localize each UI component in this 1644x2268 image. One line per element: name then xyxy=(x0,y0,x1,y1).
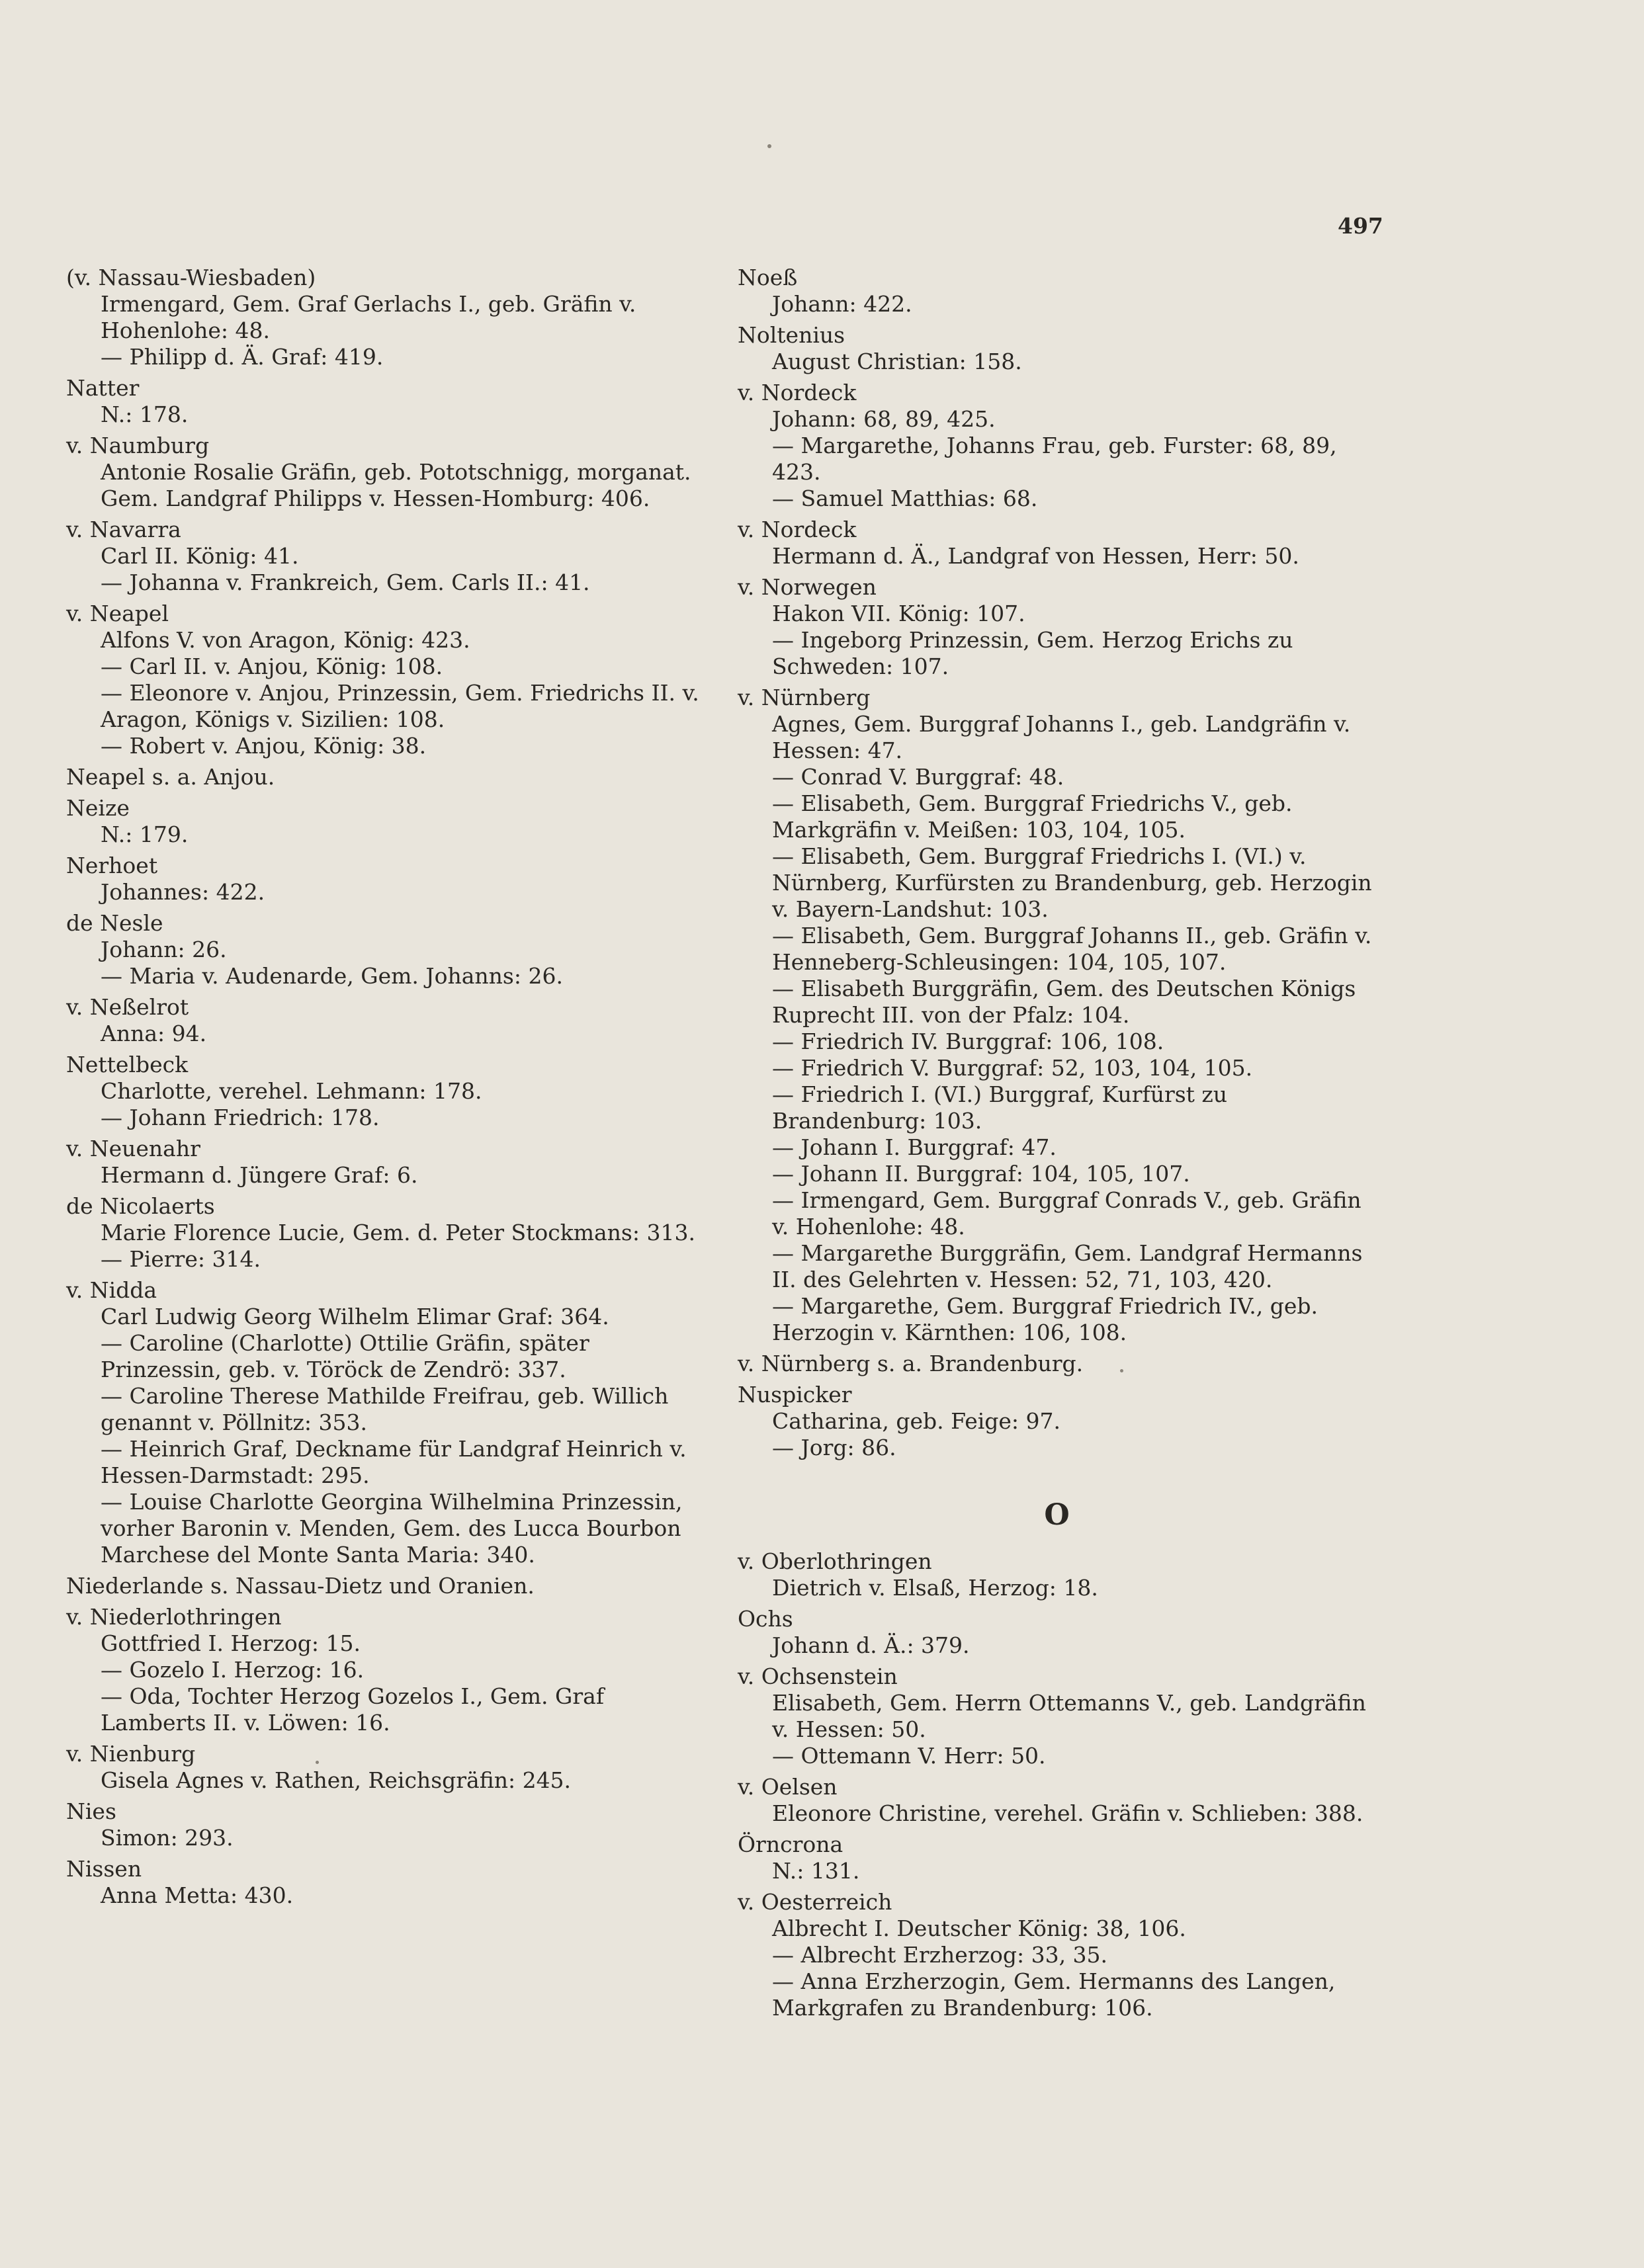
index-entry-line: Albrecht I. Deutscher König: 38, 106. xyxy=(772,1915,1186,1941)
index-entry-line: Hermann d. Jüngere Graf: 6. xyxy=(101,1162,418,1188)
index-entry-line: Carl Ludwig Georg Wilhelm Elimar Graf: 364. xyxy=(101,1304,609,1329)
index-entry-line: N.: 131. xyxy=(772,1858,860,1884)
index-entry-head: Natter xyxy=(66,375,140,401)
index-entry-line: N.: 179. xyxy=(101,821,189,847)
index-entry-head: v. Nordeck xyxy=(738,380,857,405)
section-letter: O xyxy=(1044,1498,1070,1532)
index-entry xyxy=(738,685,1376,1346)
index-entry-line: Gisela Agnes v. Rathen, Reichsgräfin: 245. xyxy=(101,1767,572,1793)
index-entry-head: v. Nidda xyxy=(66,1277,157,1303)
paper-speck xyxy=(1120,1369,1123,1372)
index-column-left xyxy=(66,265,701,1913)
index-entry-line: — Margarethe, Johanns Frau, geb. Furster: 68, 89, 423. xyxy=(772,433,1337,485)
index-entry-line: Hermann d. Ä., Landgraf von Hessen, Herr: 50. xyxy=(772,543,1299,569)
index-entry-line: — Samuel Matthias: 68. xyxy=(772,485,1038,511)
index-entry xyxy=(738,1606,1376,1659)
index-entry-head: v. Oelsen xyxy=(738,1774,838,1800)
index-entry-line: — Friedrich I. (VI.) Burggraf, Kurfürst zu Brandenburg: 103. xyxy=(772,1081,1228,1134)
index-entry xyxy=(66,1136,701,1189)
index-entry-line: — Margarethe Burggräfin, Gem. Landgraf Hermanns II. des Gelehrten v. Hessen: 52, 71, 103, 420. xyxy=(772,1240,1363,1292)
index-entry-head: Örncrona xyxy=(738,1831,844,1857)
index-entry-line: Anna: 94. xyxy=(101,1021,207,1046)
index-entry-line: Gottfried I. Herzog: 15. xyxy=(101,1630,361,1656)
index-entry xyxy=(738,322,1376,375)
index-entry-head: de Nesle xyxy=(66,910,163,936)
index-section-o xyxy=(738,1548,1376,2021)
index-entry xyxy=(738,1831,1376,1884)
index-entry xyxy=(738,1382,1376,1461)
index-entry-line: Antonie Rosalie Gräfin, geb. Pototschnigg, morganat. Gem. Landgraf Philipps v. Hessen-Homburg: 406. xyxy=(101,459,691,511)
index-entry xyxy=(66,1277,701,1568)
index-entry-head: Nettelbeck xyxy=(66,1052,189,1077)
index-entry-line: — Elisabeth Burggräfin, Gem. des Deutschen Königs Ruprecht III. von der Pfalz: 104. xyxy=(772,976,1356,1028)
index-entry-head: v. Nürnberg s. a. Brandenburg. xyxy=(738,1351,1084,1376)
index-entry xyxy=(738,380,1376,512)
index-entry-head: Ochs xyxy=(738,1606,793,1632)
page-number: 497 xyxy=(1338,213,1383,239)
index-entry-head: v. Neapel xyxy=(66,601,169,626)
index-entry-head: Niederlande s. Nassau-Dietz und Oranien. xyxy=(66,1573,535,1599)
index-entry-head: Nies xyxy=(66,1798,116,1824)
index-entry-head: v. Ochsenstein xyxy=(738,1663,898,1689)
paper-speck xyxy=(316,1761,319,1764)
index-entry-line: Johann: 26. xyxy=(101,937,227,962)
index-entry-head: v. Neuenahr xyxy=(66,1136,200,1161)
index-entry xyxy=(738,1774,1376,1827)
index-entry xyxy=(66,1798,701,1851)
index-entry xyxy=(738,265,1376,317)
index-entry xyxy=(66,517,701,596)
index-entry xyxy=(66,433,701,512)
index-entry-head: v. Neßelrot xyxy=(66,994,189,1020)
index-entry xyxy=(66,1052,701,1131)
index-entry-line: — Conrad V. Burggraf: 48. xyxy=(772,764,1064,790)
index-entry-line: — Pierre: 314. xyxy=(101,1246,261,1272)
index-entry-line: Johann: 68, 89, 425. xyxy=(772,406,996,432)
index-entry-line: Simon: 293. xyxy=(101,1825,234,1851)
index-entry xyxy=(738,574,1376,680)
index-entry-head: v. Nürnberg xyxy=(738,685,871,710)
index-entry-line: — Philipp d. Ä. Graf: 419. xyxy=(101,344,384,370)
index-entry-line: — Ottemann V. Herr: 50. xyxy=(772,1743,1046,1769)
index-entry-line: Johann: 422. xyxy=(772,291,912,317)
index-entry-head: v. Naumburg xyxy=(66,433,210,458)
index-section-n-continued xyxy=(738,265,1376,1461)
index-entry-line: — Albrecht Erzherzog: 33, 35. xyxy=(772,1942,1108,1968)
index-entry-head: v. Nordeck xyxy=(738,517,857,542)
index-entry xyxy=(738,517,1376,569)
index-entry-line: — Caroline (Charlotte) Ottilie Gräfin, später Prinzessin, geb. v. Töröck de Zendrö: 337. xyxy=(101,1330,589,1382)
index-entry-line: Alfons V. von Aragon, König: 423. xyxy=(101,627,470,653)
index-entry xyxy=(738,1889,1376,2021)
index-entry-line: — Elisabeth, Gem. Burggraf Johanns II., geb. Gräfin v. Henneberg-Schleusingen: 104, 105, 107. xyxy=(772,923,1372,975)
index-entry-head: v. Oesterreich xyxy=(738,1889,892,1915)
index-entry-line: — Gozelo I. Herzog: 16. xyxy=(101,1657,365,1683)
index-entry-line: Catharina, geb. Feige: 97. xyxy=(772,1408,1061,1434)
index-entry xyxy=(66,1193,701,1273)
index-entry-head: (v. Nassau-Wiesbaden) xyxy=(66,265,316,290)
index-entry-line: — Margarethe, Gem. Burggraf Friedrich IV., geb. Herzogin v. Kärnthen: 106, 108. xyxy=(772,1293,1318,1345)
index-entry-head: Nerhoet xyxy=(66,853,158,878)
index-entry xyxy=(66,1604,701,1736)
index-entry-line: — Maria v. Audenarde, Gem. Johanns: 26. xyxy=(101,963,563,989)
index-entry-head: Noltenius xyxy=(738,322,845,348)
index-entry xyxy=(66,265,701,370)
index-entry xyxy=(738,1548,1376,1601)
index-entry xyxy=(66,1856,701,1909)
index-entry-line: — Friedrich IV. Burggraf: 106, 108. xyxy=(772,1029,1164,1054)
index-entry-line: August Christian: 158. xyxy=(772,349,1022,374)
index-entry-line: Hakon VII. König: 107. xyxy=(772,601,1025,626)
index-entry-line: — Oda, Tochter Herzog Gozelos I., Gem. Graf Lamberts II. v. Löwen: 16. xyxy=(101,1683,605,1736)
index-entry-head: v. Nienburg xyxy=(66,1741,196,1767)
index-entry-head: Noeß xyxy=(738,265,798,290)
index-entry-head: Nuspicker xyxy=(738,1382,852,1407)
index-entry-line: — Irmengard, Gem. Burggraf Conrads V., geb. Gräfin v. Hohenlohe: 48. xyxy=(772,1187,1362,1239)
index-entry-line: — Johann I. Burggraf: 47. xyxy=(772,1134,1057,1160)
index-entry xyxy=(66,853,701,905)
index-entry-line: — Caroline Therese Mathilde Freifrau, geb. Willich genannt v. Pöllnitz: 353. xyxy=(101,1383,669,1435)
index-entry-line: Elisabeth, Gem. Herrn Ottemanns V., geb. Landgräfin v. Hessen: 50. xyxy=(772,1690,1366,1742)
index-entry-head: v. Niederlothringen xyxy=(66,1604,282,1630)
index-entry-line: Agnes, Gem. Burggraf Johanns I., geb. Landgräfin v. Hessen: 47. xyxy=(772,711,1351,763)
index-entry-line: N.: 178. xyxy=(101,401,189,427)
index-entry xyxy=(738,1663,1376,1769)
index-entry-line: — Friedrich V. Burggraf: 52, 103, 104, 105. xyxy=(772,1055,1253,1081)
index-entry-head: Neize xyxy=(66,795,130,821)
index-entry-head: Nissen xyxy=(66,1856,142,1882)
index-entry-line: — Heinrich Graf, Deckname für Landgraf Heinrich v. Hessen-Darmstadt: 295. xyxy=(101,1436,687,1488)
index-entry xyxy=(738,1351,1376,1377)
index-entry-line: — Jorg: 86. xyxy=(772,1435,896,1460)
index-entry-line: — Elisabeth, Gem. Burggraf Friedrichs V., geb. Markgräfin v. Meißen: 103, 104, 105. xyxy=(772,790,1293,843)
index-entry-line: Carl II. König: 41. xyxy=(101,543,299,569)
index-entry xyxy=(66,1741,701,1794)
index-entry xyxy=(66,994,701,1047)
index-entry xyxy=(66,601,701,759)
index-entry-head: v. Norwegen xyxy=(738,574,877,600)
index-entry xyxy=(66,795,701,848)
index-entry-line: Dietrich v. Elsaß, Herzog: 18. xyxy=(772,1575,1098,1601)
index-entry-line: — Ingeborg Prinzessin, Gem. Herzog Erichs zu Schweden: 107. xyxy=(772,627,1293,679)
paper-speck xyxy=(767,144,771,148)
index-entry-line: — Johann Friedrich: 178. xyxy=(101,1105,380,1130)
index-entry-head: v. Oberlothringen xyxy=(738,1548,932,1574)
index-entry-head: v. Navarra xyxy=(66,517,181,542)
index-entry xyxy=(66,375,701,428)
index-entry-line: — Johann II. Burggraf: 104, 105, 107. xyxy=(772,1161,1190,1187)
index-entry-line: — Anna Erzherzogin, Gem. Hermanns des Langen, Markgrafen zu Brandenburg: 106. xyxy=(772,1968,1336,2021)
index-entry-line: Johann d. Ä.: 379. xyxy=(772,1632,970,1658)
index-entry-line: Johannes: 422. xyxy=(101,879,265,905)
index-entry-head: Neapel s. a. Anjou. xyxy=(66,764,275,790)
index-entry-line: — Elisabeth, Gem. Burggraf Friedrichs I. (VI.) v. Nürnberg, Kurfürsten zu Brandenburg, geb. Herzogin v. Bayern-Landshut: 103. xyxy=(772,843,1372,922)
index-entry-line: — Robert v. Anjou, König: 38. xyxy=(101,733,427,759)
index-entry-line: — Louise Charlotte Georgina Wilhelmina Prinzessin, vorher Baronin v. Menden, Gem. des Lucca Bourbon Marchese del Monte Santa Maria: 340. xyxy=(101,1489,683,1568)
index-entry-line: — Carl II. v. Anjou, König: 108. xyxy=(101,653,443,679)
index-entry-line: — Johanna v. Frankreich, Gem. Carls II.: 41. xyxy=(101,569,590,595)
index-entry-line: Charlotte, verehel. Lehmann: 178. xyxy=(101,1078,482,1104)
index-entry xyxy=(66,764,701,790)
index-entry-line: Eleonore Christine, verehel. Gräfin v. Schlieben: 388. xyxy=(772,1800,1363,1826)
index-entry-line: — Eleonore v. Anjou, Prinzessin, Gem. Friedrichs II. v. Aragon, Königs v. Sizilien: 108. xyxy=(101,680,699,732)
index-column-right xyxy=(738,265,1376,2026)
index-entry-line: Irmengard, Gem. Graf Gerlachs I., geb. Gräfin v. Hohenlohe: 48. xyxy=(101,291,636,343)
index-entry xyxy=(66,910,701,989)
index-entry-line: Anna Metta: 430. xyxy=(101,1882,294,1908)
index-entry xyxy=(66,1573,701,1599)
index-entry-line: Marie Florence Lucie, Gem. d. Peter Stockmans: 313. xyxy=(101,1220,695,1245)
index-entry-head: de Nicolaerts xyxy=(66,1193,215,1219)
